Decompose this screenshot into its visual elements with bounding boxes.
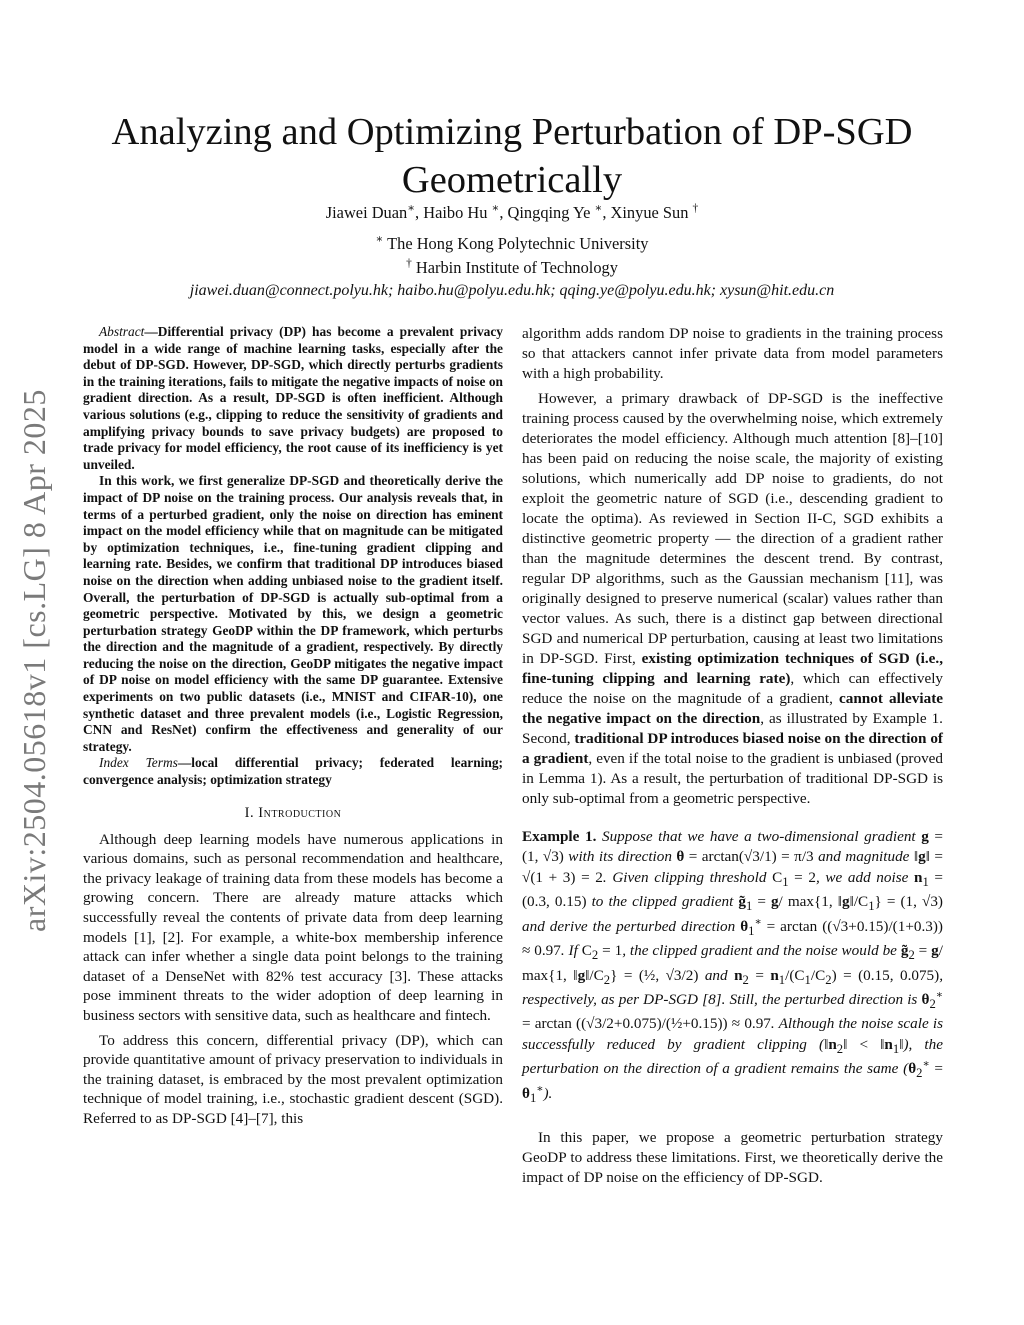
emphasis: existing optimization techniques of SGD (i.e., fine-tuning clipping and learning rate)	[522, 650, 943, 687]
section-heading	[83, 805, 503, 822]
paper-title: Analyzing and Optimizing Perturbation of DP-SGD Geometrically	[111, 110, 913, 201]
author-emails: jiawei.duan@connect.polyu.hk; haibo.hu@polyu.edu.hk; qqing.ye@polyu.edu.hk; xysun@hit.edu.cn	[189, 282, 835, 299]
author-name: Jiawei Duan	[325, 203, 408, 222]
emphasis: traditional DP introduces biased noise on the direction of a gradient	[522, 730, 943, 767]
affiliation	[80, 257, 944, 279]
author-list: Jiawei Duan∗, Haibo Hu ∗, Qingqing Ye ∗, Xinyue Sun †	[325, 202, 699, 222]
left-column	[83, 324, 503, 1129]
author-mark: †	[692, 202, 699, 215]
section-title: Introduction	[258, 804, 342, 821]
arxiv-id: arXiv:2504.05618v1 [cs.LG] 8 Apr 2025	[15, 388, 52, 932]
body-paragraph: However, a primary drawback of DP-SGD is the ineffective training process caused by the overwhelming noise, which extremely deteriorates the model efficiency. Although much attention [8]–[10] has been paid on reducing the noise scale, the majority of existing solutions, which numerically add DP noise to gradients, do not exploit the geometric nature of SGD (i.e., descending gradient to locate the optima). As reviewed in Section II-C, SGD exhibits a distinctive geometric property — the direction of a gradient rather than the magnitude determines the descent trend. By contrast, regular DP algorithms, such as the Gaussian mechanism [11], was originally designed to preserve numerical (scalar) values rather than vector values. As such, there is a distinct gap between directional SGD and numerical DP perturbation, causing at least two limitations in DP-SGD. First, existing optimization techniques of SGD (i.e., fine-tuning clipping and learning rate), which can effectively reduce the noise on the magnitude of a gradient, cannot alleviate the negative impact on the direction, as illustrated by Example 1. Second, traditional DP introduces biased noise on the direction of a gradient, even if the total noise to the gradient is unbiased (proved in Lemma 1). As a result, the perturbation of traditional DP-SGD is only sub-optimal from a geometric perspective.	[522, 390, 944, 807]
index-terms-label: Index Terms	[99, 755, 178, 771]
author-name: Haibo Hu	[423, 203, 488, 222]
body-paragraph: algorithm adds random DP noise to gradients in the training process so that attackers cannot infer private data from model parameters with a high probability.	[522, 325, 943, 382]
affiliation-name: The Hong Kong Polytechnic University	[387, 234, 649, 253]
abstract-paragraph: —Differential privacy (DP) has become a prevalent privacy model in a wide range of machine learning tasks, especially after the debut of DP-SGD. However, DP-SGD, which directly perturbs gradients in the training iterations, fails to mitigate the negative impacts of noise on gradient direction. As a result, DP-SGD is often inefficient. Although various solutions (e.g., clipping to reduce the sensitivity of gradients and amplifying privacy bounds to save privacy budgets) are proposed to trade privacy for model efficiency, the root cause of its inefficiency is yet unveiled.	[83, 324, 503, 472]
author-mark: ∗	[491, 202, 500, 215]
emphasis: cannot alleviate the negative impact on the direction	[522, 690, 943, 727]
affiliation-mark: †	[406, 257, 412, 270]
example-1: Example 1. Suppose that we have a two-dimensional gradient g = (1, √3) with its direction θ = arctan(√3/1) = π/3 and magnitude ‖g‖ = √(1 + 3) = 2. Given clipping threshold $C_1 = 2$, we add noise $n_1 = (0.3$, 0.15) to the clipped gradient $g̃_1 = g/$ max{1, $‖g‖/C_1\} = (1$, √3) and derive the perturbed direction $\theta_1^∗ = \arctan ((√3+0.15)/(1+0.3)) \approx 0.97$. If $C_2 = 1$, the clipped gradient and the noise would be $g̃_2 = g/$ max{1, $‖g‖/C_2$} = (½, √3/2) and $n_2 = n_1/(C_1/C_2) = (0.15$, 0.075), respectively, as per DP-SGD [8]. Still, the perturbed direction is $\theta_2^∗ = \arctan$ ((√3/2+0.075)/(½+0.15)) ≈ 0.97. Although the noise scale is successfully reduced by gradient clipping ($‖n_2‖$ < $‖n_1‖$), the perturbation on the direction of a gradient remains the same $(\theta_2^∗ = \theta_1^∗)$.	[522, 828, 944, 1105]
right-column	[522, 324, 943, 1188]
affiliation-name: Harbin Institute of Technology	[415, 258, 618, 277]
author-mark: ∗	[407, 202, 416, 215]
abstract-label: Abstract	[99, 324, 145, 339]
author-mark: ∗	[594, 202, 603, 215]
introduction	[83, 830, 503, 1129]
body-paragraph: To address this concern, differential privacy (DP), which can provide quantitative amount of privacy preservation to individuals in the training dataset, is embraced by the most prevalent optimization technique of model training, i.e., stochastic gradient descent (SGD). Referred to as DP-SGD [4]–[7], this	[83, 1031, 503, 1127]
body-paragraph: Although deep learning models have numerous applications in various domains, such as personal recommendation and healthcare, the privacy leakage of training data from these models has become a growing concern. There are already mature attacks which successfully reveal the contents of private data from deep learning models [1], [2]. For example, a white-box membership inference attack can infer whether a single data point belongs to the training dataset of a DenseNet with 82% test accuracy [3]. These attacks pose imminent threats to the wider adoption of deep learning in business sectors with sensitive data, such as healthcare and fintech.	[83, 830, 503, 1024]
author-name: Qingqing Ye	[507, 203, 591, 222]
body-paragraph: In this paper, we propose a geometric perturbation strategy GeoDP to address these limitations. First, we theoretically derive the impact of DP noise on the efficiency of DP-SGD.	[522, 1129, 943, 1187]
affiliation-mark: ∗	[375, 233, 384, 246]
section-number: I.	[244, 804, 255, 821]
author-name: Xinyue Sun	[610, 203, 689, 222]
example-label: Example 1.	[522, 828, 597, 845]
abstract	[83, 324, 503, 789]
index-terms: —local differential privacy; federated learning; convergence analysis; optimization strategy	[83, 755, 503, 788]
arxiv-sidebar-stamp	[2, 360, 66, 960]
abstract-paragraph: In this work, we first generalize DP-SGD and theoretically derive the impact of DP noise on the training process. Our analysis reveals that, in terms of a perturbed gradient, only the noise on direction has eminent impact on the model efficiency while that on magnitude can be mitigated by optimization techniques, i.e., fine-tuning gradient clipping and learning rate. Besides, we confirm that traditional DP introduces biased noise on the direction when adding unbiased noise to the gradient itself. Overall, the perturbation of DP-SGD is actually sub-optimal from a geometric perspective. Motivated by this, we design a geometric perturbation strategy GeoDP within the DP framework, which perturbs the direction and the magnitude of a gradient, respectively. By directly reducing the noise on the direction, GeoDP mitigates the negative impact of DP noise on model efficiency with the same DP guarantee. Extensive experiments on two public datasets (i.e., MNIST and CIFAR-10), one synthetic dataset and three prevalent models (i.e., Logistic Regression, CNN and ResNet) confirm the effectiveness and generality of our strategy.	[83, 473, 503, 754]
affiliation	[80, 233, 944, 255]
